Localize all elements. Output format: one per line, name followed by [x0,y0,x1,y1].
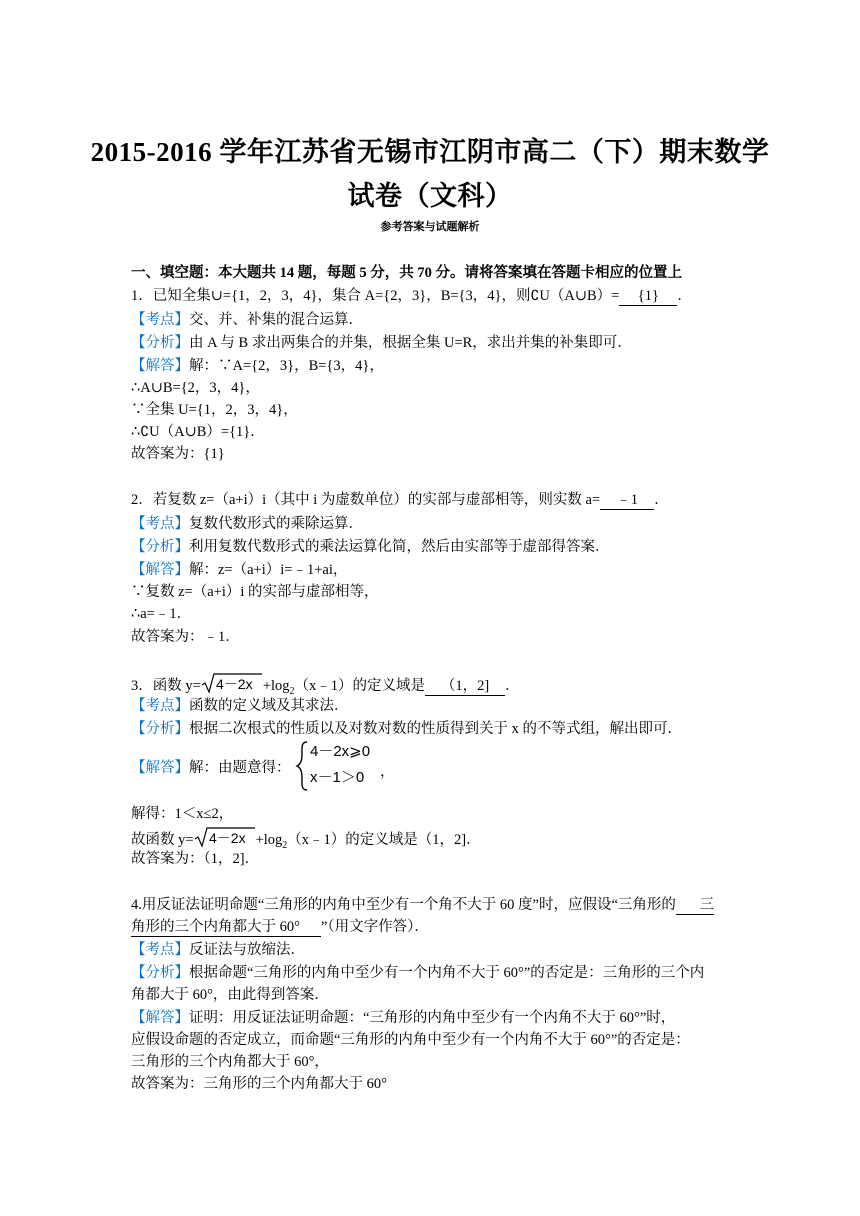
sqrt-icon [194,826,256,848]
q1-line4: ∴∁U（A∪B）={1}． [131,424,265,440]
q4-answer-part2: 角形的三个内角都大于 60° [131,919,321,937]
q1-answer: {1} [619,288,677,306]
complement-symbol: ∁ [140,424,150,440]
document-subtitle: 参考答案与试题解析 [380,221,480,233]
svg-text:4－2x: 4－2x [208,830,246,846]
q1-kaodian: 【考点】交、并、补集的混合运算． [131,312,363,328]
q2-fenxi: 【分析】利用复数代数形式的乘法运算化简，然后由实部等于虚部得答案． [131,539,610,555]
q3-answer: （1，2] [425,678,505,696]
q4-line2: 应假设命题的否定成立，而命题“三角形的内角中至少有一个内角不大于 60°”的否定是： [131,1032,690,1048]
q2-answer: ﹣1 [600,492,654,510]
q3-system-comma: ， [380,764,395,780]
q4-stem-line2: 角形的三个内角都大于 60° ”（用文字作答）． [131,919,429,935]
svg-text:4－2x: 4－2x [215,676,253,692]
q4-final: 故答案为：三角形的三个内角都大于 60° [131,1076,387,1092]
q1-line2: ∴A∪B={2，3，4}， [131,380,260,396]
q1-jieda: 【解答】解：∵A={2，3}，B={3，4}， [131,358,384,374]
q3-solve: 解得：1＜x≤2， [131,806,234,822]
q4-fenxi-cont: 角都大于 60°，由此得到答案． [131,987,329,1003]
q4-fenxi: 【分析】根据命题“三角形的内角中至少有一个内角不大于 60°”的否定是：三角形的三个内 [131,965,705,981]
tag-jieda: 【解答】 [131,358,189,374]
q4-stem-line1: 4.用反证法证明命题“三角形的内角中至少有一个角不大于 60 度”时，应假设“三角形的 三 [131,897,714,913]
q3-jieda: 【解答】解：由题意得： [131,760,291,776]
q3-system-line2: x－1＞0 [310,769,365,786]
sqrt-icon [201,672,263,694]
tag-kaodian: 【考点】 [131,312,189,328]
q3-line2: 故函数 y= 4－2x $+\log_2(x﹣1)$的定义域是（1，2]． [131,826,481,856]
q3-stem: 3．函数 y= 4－2x $+\log_2(x﹣1)$的定义域是 （1，2] ． [131,672,520,702]
q1-stem: 1．已知全集∪={1，2，3，4}，集合 A={2，3}，B={3，4}，则∁U（A∪B）= {1} ． [131,288,692,304]
q3-fenxi: 【分析】根据二次根式的性质以及对数对数的性质得到关于 x 的不等式组，解出即可． [131,721,682,737]
q3-system-line1: 4－2x⩾0 [310,743,371,760]
q2-line2: ∵复数 z=（a+i）i 的实部与虚部相等， [131,584,379,600]
q1-final: 故答案为：{1} [131,446,225,462]
q4-kaodian: 【考点】反证法与放缩法． [131,942,305,958]
q4-jieda: 【解答】证明：用反证法证明命题：“三角形的内角中至少有一个内角不大于 60°”时， [131,1010,676,1026]
q4-answer-part1: 三 [676,897,714,915]
q2-final: 故答案为：﹣1． [131,629,240,645]
section-header: 一、填空题：本大题共 14 题，每题 5 分，共 70 分。请将答案填在答题卡相应的位置上 [131,265,682,281]
tag-fenxi: 【分析】 [131,335,189,351]
q1-fenxi: 【分析】由 A 与 B 求出两集合的并集，根据全集 U=R，求出并集的补集即可． [131,335,632,351]
q2-jieda: 【解答】解：z=（a+i）i=﹣1+ai， [131,562,348,578]
q2-line3: ∴a=﹣1． [131,606,192,622]
document-title-line1: 2015-2016 学年江苏省无锡市江阴市高二（下）期末数学 [90,137,770,167]
q1-line3: ∵全集 U={1，2，3，4}， [131,402,298,418]
complement-symbol: ∁ [530,288,540,304]
q2-kaodian: 【考点】复数代数形式的乘除运算． [131,516,363,532]
q2-stem: 2．若复数 z=（a+i）i（其中 i 为虚数单位）的实部与虚部相等，则实数 a= ﹣1 ． [131,492,669,508]
q4-line3: 三角形的三个内角都大于 60°， [131,1054,329,1070]
q3-final: 故答案为：（1，2]． [131,851,260,867]
q3-kaodian: 【考点】函数的定义域及其求法． [131,698,349,714]
document-title-line2: 试卷（文科） [347,181,513,211]
